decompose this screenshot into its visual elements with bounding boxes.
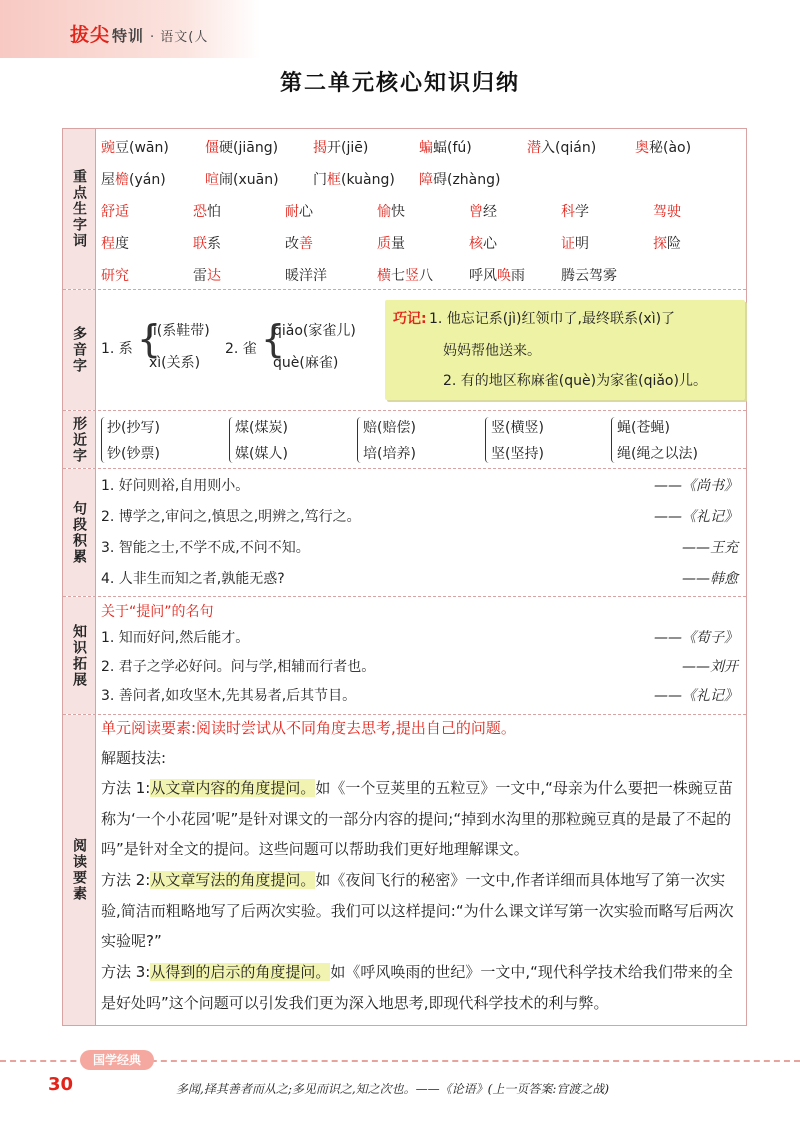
row-label: 多音字 bbox=[63, 290, 96, 410]
page-number: 30 bbox=[48, 1074, 74, 1095]
knowledge-table bbox=[62, 128, 747, 1026]
tip-line: 妈妈帮他送来。 bbox=[443, 343, 541, 359]
word: 联系 bbox=[193, 236, 221, 252]
quote-item: 2. 君子之学必好问。问与学,相辅而行者也。 ——刘开 bbox=[101, 659, 738, 675]
footer-quote: 多闻,择其善者而从之;多见而识之,知之次也。——《论语》(上一页答案:官渡之战) bbox=[176, 1082, 610, 1096]
pinyin-item: 门框(kuàng) bbox=[313, 172, 395, 188]
pinyin-item: 屋檐(yán) bbox=[101, 172, 166, 188]
brand-sub: 特训 bbox=[112, 27, 145, 45]
pinyin-item: 豌豆(wān) bbox=[101, 140, 169, 156]
word: 愉快 bbox=[377, 204, 405, 220]
word: 呼风唤雨 bbox=[469, 268, 525, 284]
word: 耐心 bbox=[285, 204, 313, 220]
word: 腾云驾雾 bbox=[561, 268, 617, 284]
extension-content bbox=[101, 597, 738, 714]
row-reading bbox=[63, 715, 746, 1025]
word: 质量 bbox=[377, 236, 405, 252]
memory-tip-box bbox=[385, 300, 745, 400]
pinyin-item: 障碍(zhàng) bbox=[419, 172, 501, 188]
word: 暖洋洋 bbox=[285, 268, 327, 284]
quote-item: 1. 知而好问,然后能才。 ——《荀子》 bbox=[101, 630, 738, 646]
word: 恐怕 bbox=[193, 204, 221, 220]
word: 科学 bbox=[561, 204, 589, 220]
page-title: 第二单元核心知识归纳 bbox=[279, 71, 520, 96]
word: 曾经 bbox=[469, 204, 497, 220]
polyphonic-content bbox=[101, 290, 738, 410]
method-paragraph: 方法 1:从文章内容的角度提问。如《一个豆荚里的五粒豆》一文中,“母亲为什么要把一株豌豆苗称为‘一个小花园’呢”是针对课文的一部分内容的提问;“掉到水沟里的那粒豌豆真的是最了不起的吗”是针对全文的提问。这些问题可以帮助我们更好地理解课文。 bbox=[101, 779, 733, 858]
row-label: 阅读要素 bbox=[63, 715, 96, 1025]
skills-title: 解题技法: bbox=[101, 749, 167, 767]
pinyin-item: 喧闹(xuān) bbox=[205, 172, 279, 188]
quote-item: 4. 人非生而知之者,孰能无惑? ——韩愈 bbox=[101, 571, 738, 587]
pinyin-item: 揭开(jiē) bbox=[313, 140, 369, 156]
row-characters bbox=[63, 129, 746, 290]
polyphonic-item: 2. 雀 { qiǎo(家雀儿) què(麻雀) bbox=[225, 317, 356, 371]
word: 研究 bbox=[101, 268, 129, 284]
word: 舒适 bbox=[101, 204, 129, 220]
row-extension bbox=[63, 597, 746, 715]
polyphonic-item: 1. 系 { jì(系鞋带) xì(关系) bbox=[101, 317, 210, 371]
method-paragraph: 方法 2:从文章写法的角度提问。如《夜间飞行的秘密》一文中,作者详细而具体地写了第一次实验,简洁而粗略地写了后两次实验。我们可以这样提问:“为什么课文详写第一次实验而略写后两次实验呢?” bbox=[101, 871, 734, 950]
quote-item: 2. 博学之,审问之,慎思之,明辨之,笃行之。 ——《礼记》 bbox=[101, 509, 738, 525]
brand-subject: · 语文(人 bbox=[150, 30, 209, 45]
word: 横七竖八 bbox=[377, 268, 433, 284]
word: 证明 bbox=[561, 236, 589, 252]
word: 雷达 bbox=[193, 268, 221, 284]
reading-element: 单元阅读要素:阅读时尝试从不同角度去思考,提出自己的问题。 bbox=[101, 719, 516, 737]
word: 探险 bbox=[653, 236, 681, 252]
footer-tag: 国学经典 bbox=[80, 1050, 154, 1070]
similar-content: 抄(抄写) 钞(钞票) 煤(煤炭) 媒(媒人) 赔(赔偿) 培(培养) 竖(横竖) 坚(坚持) 蝇(苍蝇) 绳(绳之以法) bbox=[101, 411, 738, 468]
characters-content bbox=[101, 129, 738, 289]
word: 程度 bbox=[101, 236, 129, 252]
tip-line: 1. 他忘记系(jì)红领巾了,最终联系(xì)了 bbox=[429, 311, 676, 327]
word: 驾驶 bbox=[653, 204, 681, 220]
tip-line: 2. 有的地区称麻雀(què)为家雀(qiǎo)儿。 bbox=[443, 373, 707, 389]
quotes-content bbox=[101, 469, 738, 596]
quote-item: 1. 好问则裕,自用则小。 ——《尚书》 bbox=[101, 478, 738, 494]
method-paragraph: 方法 3:从得到的启示的角度提问。如《呼风唤雨的世纪》一文中,“现代科学技术给我们带来的全是好处吗”这个问题可以引发我们更为深入地思考,即现代科学技术的利与弊。 bbox=[101, 963, 733, 1012]
row-label: 形近字 bbox=[63, 411, 96, 468]
row-label: 重点生字词 bbox=[63, 129, 96, 289]
pinyin-item: 奥秘(ào) bbox=[635, 140, 692, 156]
pinyin-item: 潜入(qián) bbox=[527, 140, 597, 156]
brand-logo bbox=[70, 20, 208, 47]
quote-item: 3. 智能之士,不学不成,不问不知。 ——王充 bbox=[101, 540, 738, 556]
row-label: 知识拓展 bbox=[63, 597, 96, 714]
word: 核心 bbox=[469, 236, 497, 252]
quote-item: 3. 善问者,如攻坚木,先其易者,后其节目。 ——《礼记》 bbox=[101, 688, 738, 704]
brand-main: 拔尖 bbox=[70, 24, 111, 46]
pinyin-item: 蝙蝠(fú) bbox=[419, 140, 472, 156]
row-similar bbox=[63, 411, 746, 469]
word: 改善 bbox=[285, 236, 313, 252]
row-quotes bbox=[63, 469, 746, 597]
pinyin-item: 僵硬(jiāng) bbox=[205, 140, 279, 156]
row-polyphonic bbox=[63, 290, 746, 411]
reading-content bbox=[101, 715, 738, 1025]
extension-heading: 关于“提问”的名句 bbox=[101, 604, 214, 620]
row-label: 句段积累 bbox=[63, 469, 96, 596]
tip-label: 巧记: bbox=[393, 311, 427, 327]
